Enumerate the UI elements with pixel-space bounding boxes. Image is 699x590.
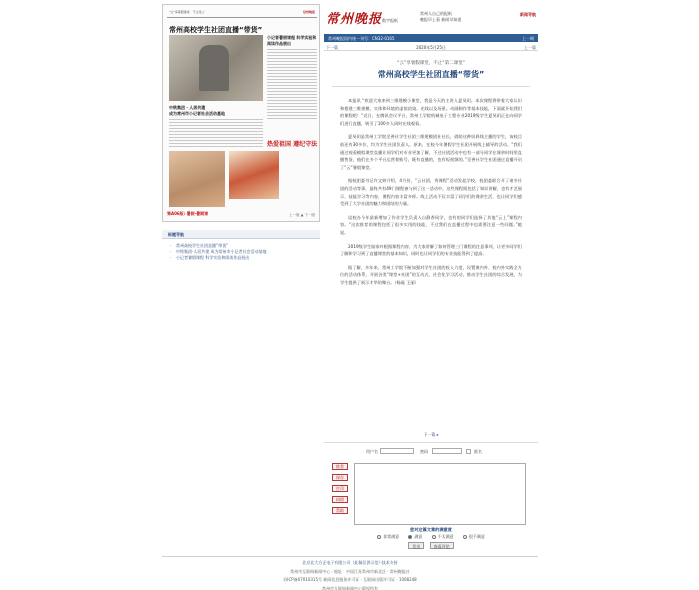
option-satisfied[interactable]: 满意 bbox=[408, 534, 422, 539]
paper-mid-title-1[interactable]: 中铁集团 · 人居共建 bbox=[169, 105, 206, 110]
divider bbox=[332, 86, 530, 87]
password-input[interactable] bbox=[432, 448, 462, 454]
title-navigation-heading: 标题导航 bbox=[162, 230, 320, 239]
survey-title: 您对这篇文章的满意度 bbox=[410, 527, 452, 532]
paragraph: 夏旻玥是常州工学院至善社学生社团三维建模团社社长，借助这种屏界线主播的学生，该校目前还有30多位，均为学生社团负责人。原来，在校今年暑假学生社团开展线上辅导的活动。“我们通过观看模拟课堂直播让同学们对专业更加了解，不过社团活动中也有一部分同学在课余时间里直播售货，他们在多个平台运营着账号，既有直播的，也有短视频的。”至善社学生社团通过直播开启了“云”暑假课堂。 bbox=[340, 134, 522, 170]
article-title: 常州高校学生社团直播“带货” bbox=[377, 70, 485, 79]
option-not-satisfied[interactable]: 不太满意 bbox=[432, 534, 454, 539]
help-button[interactable]: 帮助 bbox=[332, 507, 348, 514]
slogan: 常州人自己的报纸 晚报早上看 新闻早知道 bbox=[420, 11, 462, 22]
footer bbox=[162, 556, 538, 590]
username-input[interactable] bbox=[380, 448, 414, 454]
comment-textarea[interactable] bbox=[354, 463, 526, 525]
next-article-link[interactable]: 下一篇 bbox=[326, 45, 338, 50]
footer-line-2: 常州市互联网新闻中心 · 地址：中国江苏常州市新北区 · 常州晚报社 bbox=[290, 568, 410, 574]
paper-text-lines bbox=[267, 49, 317, 119]
footer-line-3: 苏ICP备07010315号 新闻信息服务许可证 · 互联网出版许可证 · 1008248 bbox=[283, 577, 417, 582]
anonymous-checkbox[interactable] bbox=[466, 449, 471, 454]
paragraph: 谈校办今年最新增加了作业学生负责人自静香同学，也有的同学们选择了其他“云上”课程内容。“这次推荐的课程包括了很多实用的技能，不过我们在直播过程中也需要注意一些问题。”她说。 bbox=[340, 214, 522, 235]
username-label: 用户名 bbox=[366, 449, 378, 454]
paper-banner[interactable]: 热爱祖国 遵纪守法 bbox=[267, 141, 318, 148]
issue-number: 常州晚报国内统一刊号：CN32-0165 bbox=[328, 35, 395, 41]
issue-bar bbox=[324, 34, 538, 42]
correct-button[interactable]: 纠错 bbox=[332, 496, 348, 503]
footer-line-1[interactable]: 北京北大方正电子有限公司（此稿仅供示范）·技术支持 bbox=[302, 560, 398, 565]
date-bar bbox=[324, 44, 538, 51]
paper-main-photo bbox=[169, 35, 263, 101]
article-body bbox=[324, 97, 538, 286]
print-button[interactable]: 打印 bbox=[332, 485, 348, 492]
paragraph: 本报讯 “欢迎大家来到三维建模小课堂，我是今天的主讲人夏旻玥。本次课程将带着大家认识和搭建三维建模，实体和环境的虚拟渲染。光线以及场景。动画制作等基本技能，下面就开始我们的课程吧！”近日，在腾讯会议平台，常州工学院机械电子工程专业2019级学生夏旻玥正在向同学们进行直播，吸引了100多人同时在线观看。 bbox=[340, 98, 522, 126]
news-nav-link[interactable]: 新闻导航 bbox=[520, 12, 536, 17]
paper-page-label: 第A06版: 暑假·暑期课 bbox=[167, 211, 209, 216]
save-button[interactable]: 保存 bbox=[332, 474, 348, 481]
password-label: 密码 bbox=[420, 449, 428, 454]
view-comments-button[interactable]: 查看评论 bbox=[430, 542, 454, 549]
paper-photo-3 bbox=[229, 151, 279, 199]
paper-masthead-left: "云"享暑假课堂 · 不止线上 bbox=[169, 10, 205, 14]
related-item[interactable]: · 常州高校学生社团直播“带货” bbox=[170, 243, 312, 249]
paper-right-column bbox=[267, 35, 317, 121]
paper-mid-story bbox=[169, 105, 263, 149]
paper-photo-2 bbox=[169, 151, 225, 207]
option-very-unsatisfied[interactable]: 很不满意 bbox=[463, 534, 485, 539]
newspaper-page-preview[interactable] bbox=[162, 4, 320, 222]
page bbox=[162, 4, 538, 588]
title-navigation bbox=[162, 230, 320, 265]
related-item[interactable]: · 中铁集团·人居共建 成为常州市小记者社会活动基地 bbox=[170, 249, 312, 255]
related-item[interactable]: · 小记者暑假课程 科学实验和阅读作品展出 bbox=[170, 255, 312, 261]
next-page-link[interactable]: 下一版 bbox=[304, 213, 315, 217]
article-pretitle: “云”享暑假课堂，不止“第二课堂” bbox=[397, 61, 465, 66]
paragraph: 据校团委书记许文婷介绍，4月份，“云社团，秀课程”活动发起学校，校团委联合开了诸多社团的活动等事，最终共有49门课程参与到了这一活动中。这些课程既包括了知识讲解，也有才艺展示、技能学习等内容，课程内容丰富多样。线上活动不仅丰富了同学们的课余生活，也让同学们感受到了大学社团的魅力和团结的力量。 bbox=[340, 178, 522, 207]
masthead bbox=[324, 4, 538, 34]
paper-pager: 上一版 ▲ 下一版 bbox=[289, 213, 315, 217]
paper-mid-title-2[interactable]: 成为常州市小记者社会活动基地 bbox=[169, 111, 225, 116]
option-very-satisfied[interactable]: 非常满意 bbox=[377, 534, 399, 539]
prev-page-link[interactable]: 上一版 bbox=[289, 213, 300, 217]
recommend-button[interactable]: 推荐 bbox=[332, 463, 348, 470]
logo-sub: 数字报纸 bbox=[382, 18, 398, 23]
survey-options bbox=[324, 534, 538, 540]
issue-date: 2020年5月25日 bbox=[416, 45, 446, 50]
anonymous-label: 匿名 bbox=[474, 449, 482, 454]
paper-masthead bbox=[167, 8, 317, 18]
prev-article-link[interactable]: 上一篇 bbox=[524, 45, 536, 50]
comment-form bbox=[324, 442, 538, 554]
footer-line-4: 常州市互联网新闻中心版权所有 bbox=[322, 585, 378, 590]
send-button[interactable]: 发送 bbox=[408, 542, 424, 549]
paragraph: 据了解，多年来，常州工学院不断加强对学生社团的投入力度，设置课内外、校内外实践全方位的活动体系，开展各类“课堂+社团”的互动式、社会化学习活动，推动学生社团的综合发展，为学生提供了展示才华的舞台。（杨磊 王丽） bbox=[340, 264, 522, 285]
paragraph: 2019级学生陆家叶根据课程内容，为大家讲解了如何管理三门课程的注意事项，让更多同学们了解和学习到了直播课堂的基本知识，同时也让同学们的专业技能得到了提高。 bbox=[340, 243, 522, 257]
paper-right-title[interactable]: 小记者暑假课程 科学实验和阅读作品展出 bbox=[267, 35, 317, 46]
paper-headline[interactable]: 常州高校学生社团直播“带货” bbox=[169, 26, 263, 34]
next-article-link-bottom[interactable]: 下一篇 ▸ bbox=[423, 432, 439, 437]
prev-issue-link[interactable]: 上一期 bbox=[522, 35, 534, 41]
article-tools bbox=[332, 463, 350, 518]
paper-masthead-right: 常州晚报 bbox=[302, 10, 315, 14]
article bbox=[324, 54, 538, 292]
logo[interactable]: 常州晚报 bbox=[326, 12, 383, 27]
form-buttons bbox=[324, 542, 538, 549]
